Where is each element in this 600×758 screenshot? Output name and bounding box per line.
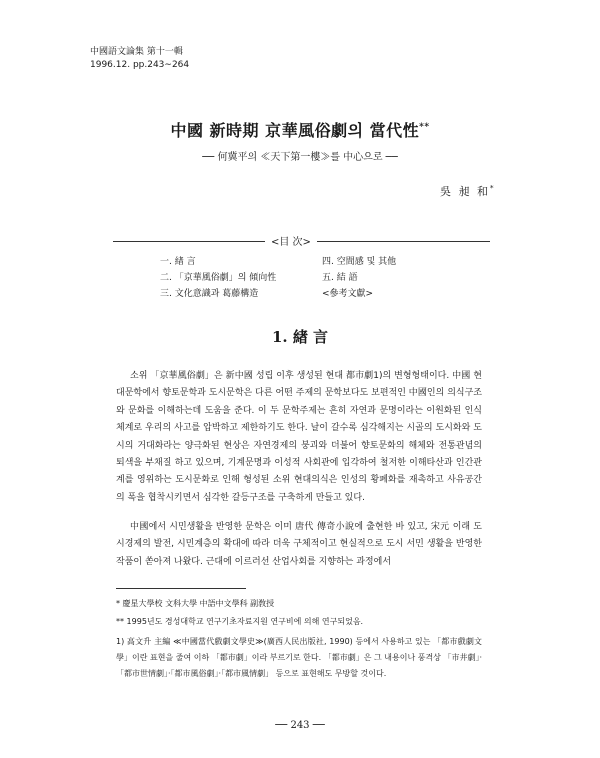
toc-item: 一. 緖 言 <box>160 257 196 267</box>
toc-right-column <box>322 254 396 302</box>
title-footnote-mark: ** <box>419 122 430 133</box>
footnote: 1) 高文升 主編 ≪中國當代戲劇文學史≫(廣西人民出版社, 1990) 등에서 사용하고 있는 「都市戲劇文學」이란 표현을 줄여 이하 「都市劇」이라 부르기로 한다. 「都市劇」은 그 내용이나 풍격상 「市井劇」·「都市世情劇」·「都市風俗劇」·「都市風情劇」 등으로 표현해도 무방할 것이다. <box>116 637 482 678</box>
paper-subtitle: ── 何冀平의 ≪天下第一樓≫를 中心으로 ── <box>202 152 398 163</box>
toc-item: 五. 結 語 <box>322 273 358 283</box>
journal-issue: 1996.12. pp.243∼264 <box>90 60 190 70</box>
footnote: * 慶星大學校 文科大學 中語中文學科 副敎授 <box>116 599 275 608</box>
footnote: ** 1995년도 경성대학교 연구기초자료지원 연구비에 의해 연구되었음. <box>116 617 364 626</box>
toc-left-column <box>160 254 276 302</box>
journal-name: 中國語文論集 第十一輯 <box>90 47 183 57</box>
author-footnote-mark: * <box>490 184 496 193</box>
toc-item: 三. 文化意識과 葛藤構造 <box>160 289 259 299</box>
toc-item: 二. 「京華風俗劇」의 傾向性 <box>160 273 277 283</box>
author-name: 吳 昶 和 <box>440 185 490 198</box>
footnote-divider <box>116 588 246 589</box>
page-number: ── 243 ── <box>275 720 325 731</box>
journal-header <box>90 46 189 72</box>
section-heading: 1. 緖 言 <box>271 328 329 346</box>
toc-item: 四. 空間感 및 其他 <box>322 257 397 267</box>
author <box>440 183 496 199</box>
toc-item: <參考文獻> <box>322 289 374 299</box>
toc-heading: <目 次> <box>265 233 317 248</box>
paper-title-text: 中國 新時期 京華風俗劇의 當代性 <box>170 121 420 140</box>
body-paragraph: 소위 「京華風俗劇」은 新中國 성립 이후 생성된 현대 都市劇1)의 변형형태이다. 中國 현대문학에서 향토문학과 도시문학은 다른 어떤 주제의 문학보다도 보편적인 中國인의 의식구조와 문화를 이해하는데 도움을 준다. 이 두 문학주제는 흔히 자연과 문명이라는 이원화된 인식체계로 우리의 사고를 압박하고 제한하기도 한다. 날이 갈수록 심각해지는 시골의 도시화와 도시의 거대화라는 양극화된 현상은 자연경제의 붕괴와 더불어 향토문화의 해체와 전통관념의 퇴색을 부채질 하고 있으며, 기계문명과 이성적 사회관에 입각하여 철저한 이해타산과 인간관계를 영위하는 도시문화로 인해 형성된 소위 현대의식은 인성의 황폐화를 재촉하고 사유공간의 폭을 협착시키면서 심각한 갈등구조를 구축하게 만들고 있다. <box>116 371 482 503</box>
body-paragraph: 中國에서 시민생활을 반영한 문학은 이미 唐代 傳奇小說에 출현한 바 있고, 宋元 이래 도시경제의 발전, 시민계층의 확대에 따라 더욱 구체적이고 현실적으로 도시 서민 생활을 반영한 작품이 쏟아져 나왔다. 근대에 이르러선 산업사회를 지향하는 과정에서 <box>116 522 482 567</box>
paper-title <box>0 118 600 141</box>
